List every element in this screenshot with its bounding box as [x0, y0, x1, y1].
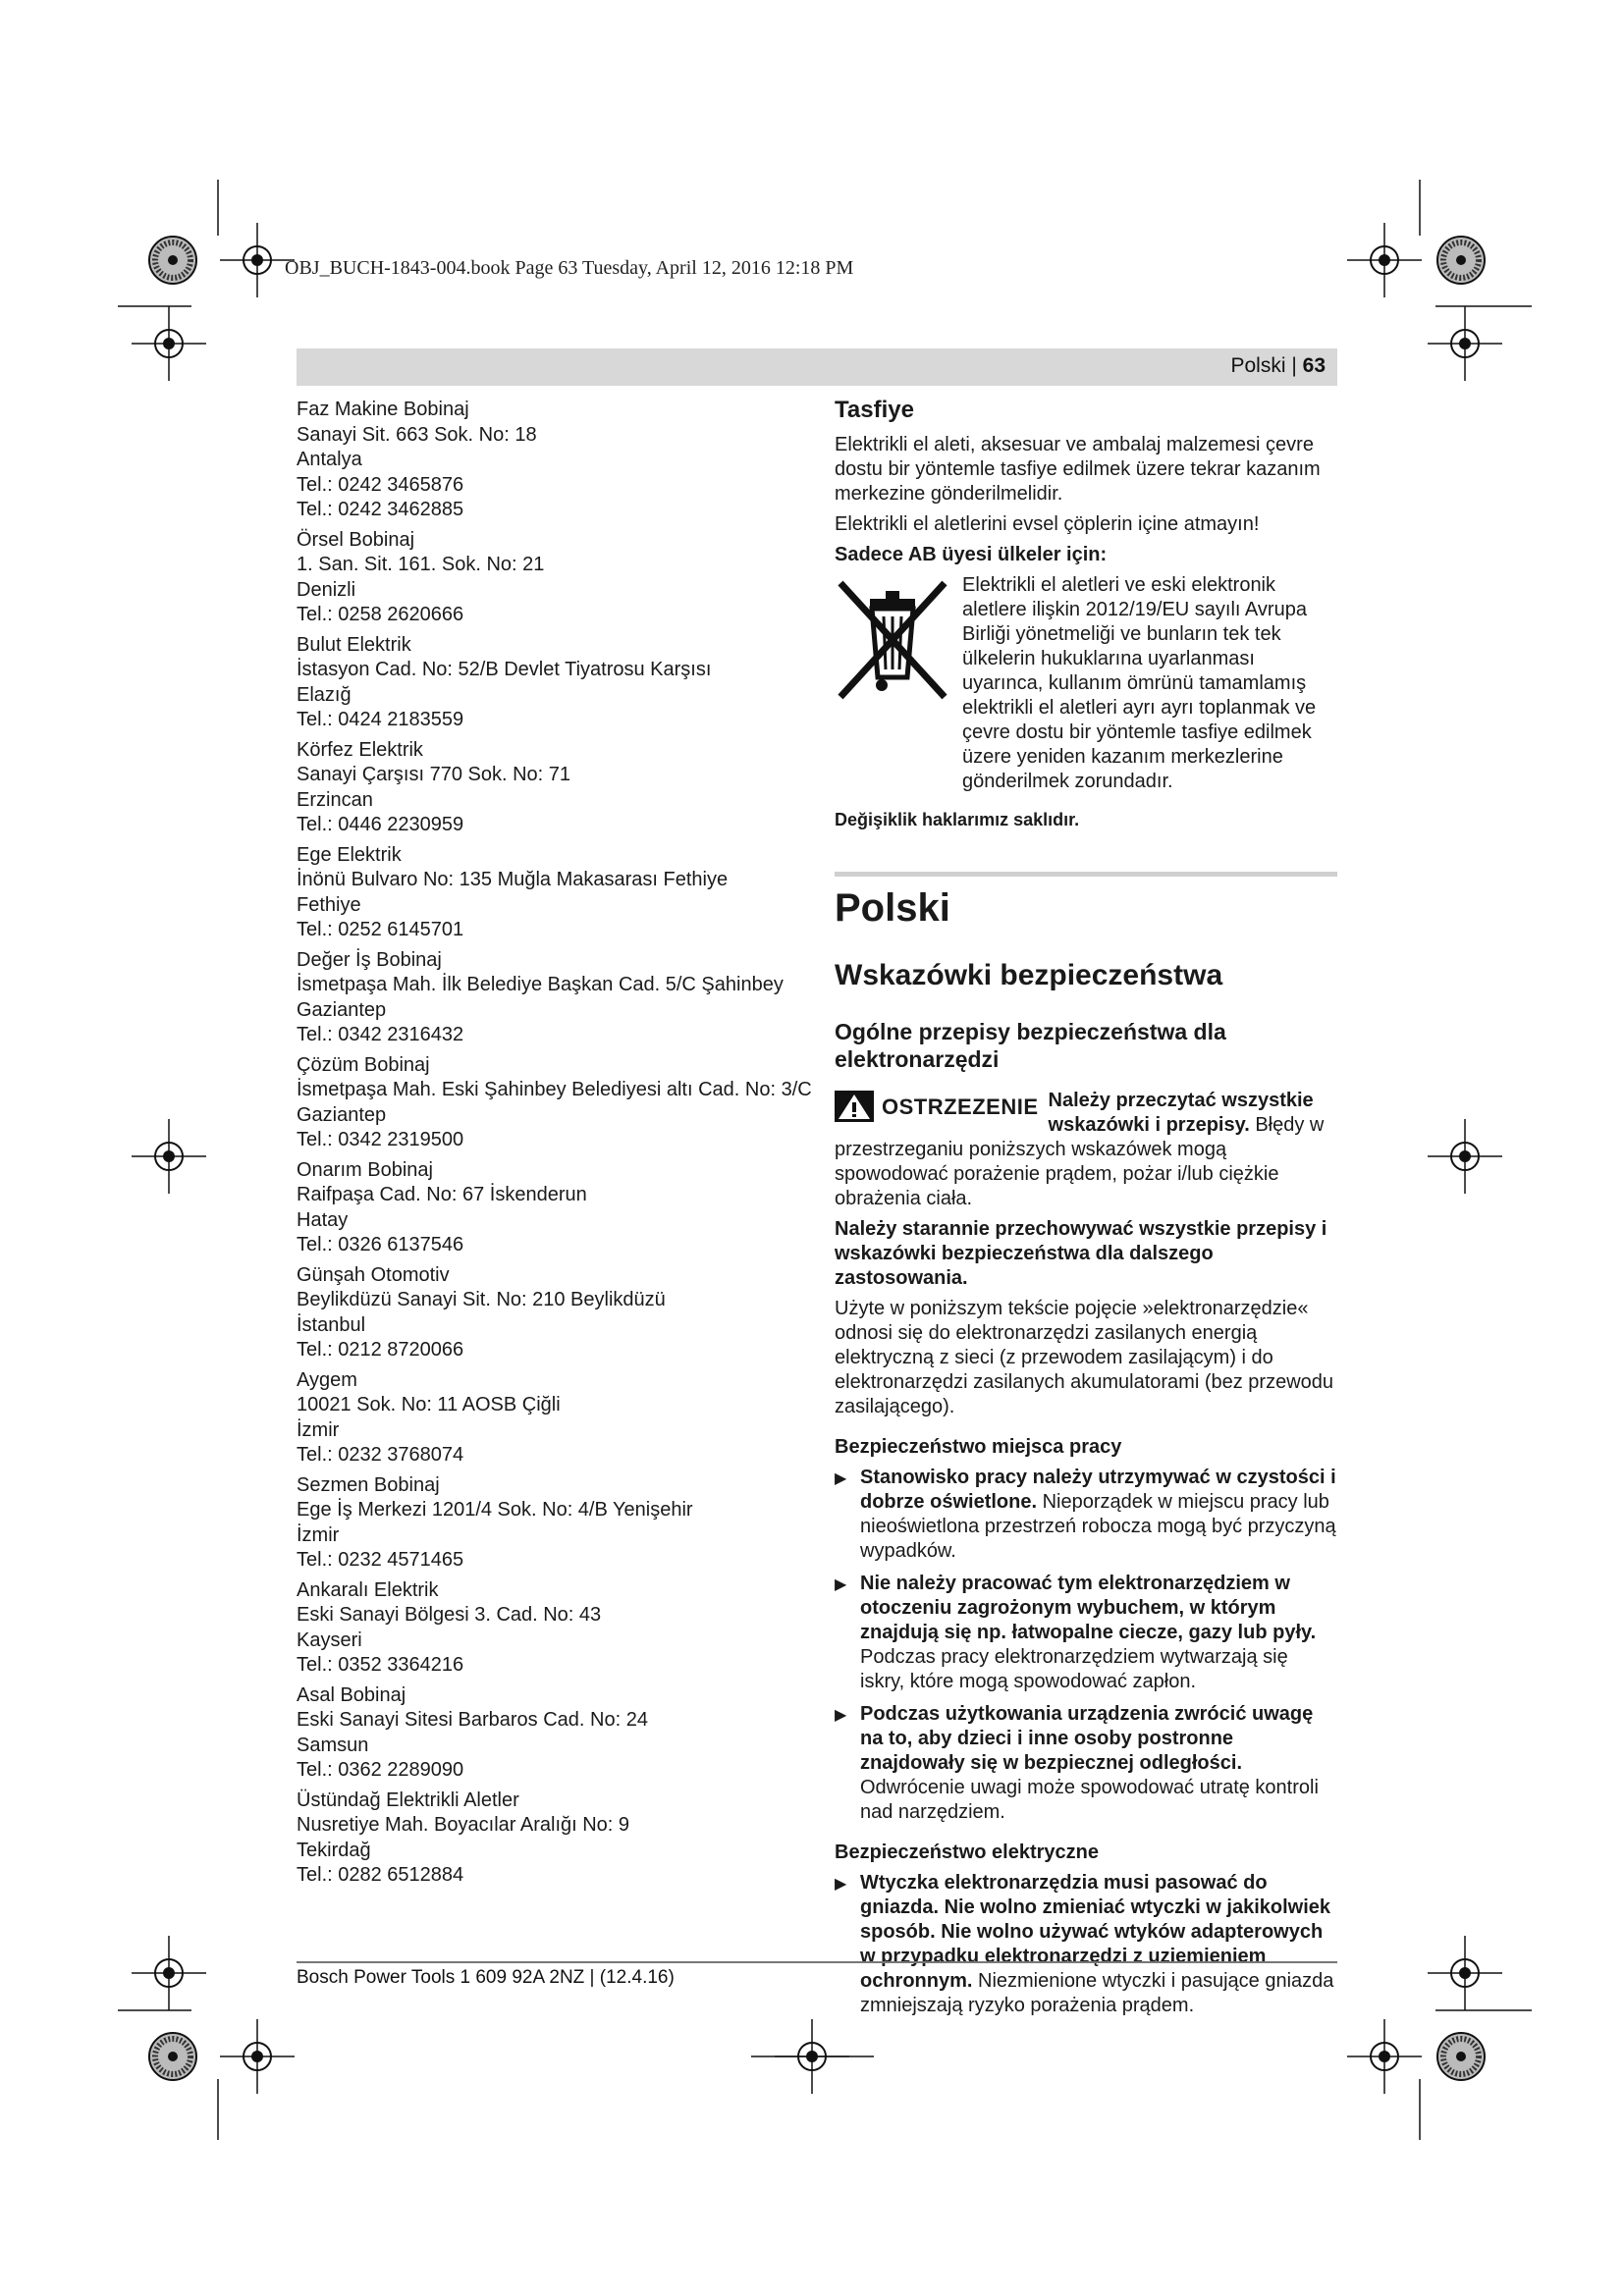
- warning-rest-text: Błędy w przestrzeganiu poniższych wskazówek mogą spowodować porażenie prądem, pożar i/lub ciężkie obrażenia ciała.: [835, 1114, 1325, 1209]
- header-separator: |: [1285, 354, 1303, 377]
- service-center-name: Değer İş Bobinaj: [297, 948, 442, 971]
- warning-paragraph: [835, 1089, 1337, 1211]
- service-center-phone: Tel.: 0326 6137546: [297, 1234, 464, 1255]
- general-safety-title: Ogólne przepisy bezpieczeństwa dla elektronarzędzi: [835, 1019, 1226, 1072]
- service-center-city: Fethiye: [297, 893, 361, 916]
- service-center-name: Ankaralı Elektrik: [297, 1578, 439, 1601]
- list-item-rest: Podczas pracy elektronarzędziem wytwarzają się iskry, które mogą spowodować zapłon.: [860, 1646, 1288, 1692]
- service-center-phone: Tel.: 0342 2319500: [297, 1129, 464, 1150]
- service-center-address: Sanayi Çarşısı 770 Sok. No: 71: [297, 764, 571, 785]
- service-center-address: Sanayi Sit. 663 Sok. No: 18: [297, 423, 537, 446]
- header-language: Polski: [1230, 354, 1286, 377]
- list-item-rest: Nieporządek w miejscu pracy lub nieoświetlona przestrzeń robocza mogą być przyczyną wypadków.: [860, 1491, 1336, 1562]
- list-item-rest: Odwrócenie uwagi może spowodować utratę kontroli nad narzędziem.: [860, 1777, 1319, 1823]
- list-item-bold: Wtyczka elektronarzędzia musi pasować do gniazda. Nie wolno zmieniać wtyczki w jakikolwiek sposób. Nie wolno używać wtyków adapterowych w przypadku elektronarzędzi z uziemieniem ochronnym.: [860, 1872, 1331, 1992]
- service-center-entry: [297, 1789, 807, 1889]
- service-center-entry: [297, 633, 807, 733]
- service-center-entry: [297, 1053, 812, 1153]
- service-center-city: Samsun: [297, 1734, 369, 1756]
- list-item-text: [860, 1702, 1337, 1825]
- list-item-text: [860, 1466, 1337, 1564]
- bullet-arrow-icon: ▶: [835, 1576, 847, 1593]
- service-center-entry: [297, 1473, 807, 1574]
- tasfiye-paragraph-2: Elektrikli el aletlerini evsel çöplerin içine atmayın!: [835, 513, 1260, 535]
- warning-bold-text: Należy przeczytać wszystkie wskazówki i przepisy.: [1048, 1090, 1314, 1136]
- list-item-bold: Nie należy pracować tym elektronarzędziem w otoczeniu zagrożonym wybuchem, w którym znajdują się np. łatwopalne ciecze, gazy lub pyły.: [860, 1573, 1317, 1643]
- electrical-safety-list: [835, 1871, 1337, 2018]
- top-right-marks: [1347, 180, 1532, 381]
- service-center-name: Bulut Elektrik: [297, 633, 411, 656]
- warning-badge: [835, 1091, 1039, 1122]
- service-center-city: Kayseri: [297, 1629, 362, 1651]
- service-center-entry: [297, 1683, 807, 1784]
- service-center-city: İzmir: [297, 1418, 340, 1441]
- list-item: [835, 1572, 1337, 1694]
- service-center-name: Aygem: [297, 1368, 357, 1391]
- warning-triangle-icon: [835, 1091, 874, 1122]
- service-center-city: Tekirdağ: [297, 1839, 371, 1861]
- service-center-phone: Tel.: 0212 8720066: [297, 1339, 464, 1361]
- service-center-address: Beylikdüzü Sanayi Sit. No: 210 Beylikdüzü: [297, 1289, 666, 1310]
- list-item: [835, 1702, 1337, 1825]
- service-center-name: Üstündağ Elektrikli Aletler: [297, 1789, 519, 1811]
- safety-section-title: Wskazówki bezpieczeństwa: [835, 959, 1223, 991]
- service-center-address: İsmetpaşa Mah. Eski Şahinbey Belediyesi altı Cad. No: 3/C: [297, 1079, 812, 1100]
- service-center-name: Günşah Otomotiv: [297, 1263, 450, 1286]
- running-header: [297, 348, 1337, 386]
- list-item-bold: Podczas użytkowania urządzenia zwrócić uwagę na to, aby dzieci i inne osoby postronne znajdowały się w bezpiecznej odległości.: [860, 1703, 1314, 1774]
- service-center-phone: Tel.: 0258 2620666: [297, 604, 464, 625]
- language-title: Polski: [835, 886, 950, 930]
- service-center-address: Eski Sanayi Sitesi Barbaros Cad. No: 24: [297, 1709, 648, 1731]
- service-center-city: Gaziantep: [297, 998, 387, 1021]
- service-center-phone: Tel.: 0252 6145701: [297, 919, 464, 940]
- service-center-phone: Tel.: 0232 4571465: [297, 1549, 464, 1571]
- service-center-city: Antalya: [297, 449, 362, 470]
- service-center-city: Hatay: [297, 1208, 349, 1231]
- service-center-list: [297, 398, 812, 1894]
- service-center-name: Çözüm Bobinaj: [297, 1053, 430, 1076]
- service-center-address: İstasyon Cad. No: 52/B Devlet Tiyatrosu Karşısı: [297, 659, 712, 680]
- service-center-name: Örsel Bobinaj: [297, 528, 415, 551]
- bullet-arrow-icon: ▶: [835, 1876, 847, 1893]
- service-center-address: Raifpaşa Cad. No: 67 İskenderun: [297, 1184, 587, 1205]
- crossed-out-wheelie-bin-icon: [835, 577, 950, 703]
- service-center-name: Sezmen Bobinaj: [297, 1473, 440, 1496]
- bullet-arrow-icon: ▶: [835, 1707, 847, 1724]
- eu-heading: Sadece AB üyesi ülkeler için:: [835, 544, 1108, 565]
- service-center-phone: Tel.: 0242 3465876: [297, 473, 464, 496]
- service-center-phone: Tel.: 0362 2289090: [297, 1759, 464, 1781]
- list-item-rest: Niezmienione wtyczki i pasujące gniazda zmniejszają ryzyko porażenia prądem.: [860, 1970, 1334, 2016]
- service-center-entry: [297, 1158, 807, 1258]
- service-center-address: Ege İş Merkezi 1201/4 Sok. No: 4/B Yenişehir: [297, 1499, 693, 1521]
- bottom-left-marks: [118, 1936, 295, 2140]
- service-center-entry: [297, 738, 807, 838]
- service-center-city: Denizli: [297, 578, 356, 601]
- list-item-text: [860, 1871, 1337, 2018]
- tasfiye-paragraph-1: Elektrikli el aleti, aksesuar ve ambalaj malzemesi çevre dostu bir yöntemle tasfiye edilmek üzere tekrar kazanım merkezine gönderilmelidir.: [835, 434, 1321, 505]
- service-center-phone: Tel.: 0282 6512884: [297, 1864, 464, 1886]
- service-center-address: İnönü Bulvaro No: 135 Muğla Makasarası Fethiye: [297, 869, 729, 890]
- page-footer: Bosch Power Tools 1 609 92A 2NZ | (12.4.16): [297, 1967, 675, 1988]
- print-slug: OBJ_BUCH-1843-004.book Page 63 Tuesday, April 12, 2016 12:18 PM: [285, 257, 854, 279]
- service-center-name: Onarım Bobinaj: [297, 1158, 433, 1181]
- tasfiye-heading: Tasfiye: [835, 397, 914, 423]
- bottom-right-marks: [1347, 1936, 1532, 2140]
- warning-label: OSTRZEZENIE: [882, 1094, 1039, 1119]
- service-center-entry: [297, 528, 807, 628]
- right-column: [835, 396, 1337, 2026]
- workplace-safety-heading: Bezpieczeństwo miejsca pracy: [835, 1436, 1122, 1458]
- section-divider: [835, 872, 1337, 877]
- electrical-safety-heading: Bezpieczeństwo elektryczne: [835, 1842, 1099, 1863]
- service-center-entry: [297, 398, 807, 523]
- service-center-entry: [297, 948, 807, 1048]
- page-header-label: [1230, 354, 1326, 378]
- service-center-city: Erzincan: [297, 788, 373, 811]
- bullet-arrow-icon: ▶: [835, 1470, 847, 1487]
- rights-reserved: Değişiklik haklarımız saklıdır.: [835, 810, 1080, 829]
- top-left-marks: [118, 180, 295, 381]
- service-center-entry: [297, 1263, 807, 1363]
- service-center-name: Körfez Elektrik: [297, 738, 423, 761]
- service-center-phone: Tel.: 0424 2183559: [297, 709, 464, 730]
- service-center-name: Asal Bobinaj: [297, 1683, 406, 1706]
- service-center-city: İstanbul: [297, 1313, 366, 1336]
- list-item-bold: Stanowisko pracy należy utrzymywać w czystości i dobrze oświetlone.: [860, 1467, 1336, 1513]
- service-center-name: Ege Elektrik: [297, 843, 402, 866]
- service-center-phone: Tel.: 0352 3364216: [297, 1654, 464, 1676]
- list-item: [835, 1871, 1337, 2018]
- service-center-address: 10021 Sok. No: 11 AOSB Çiğli: [297, 1394, 561, 1415]
- weee-block: [835, 573, 1337, 794]
- service-center-phone: Tel.: 0446 2230959: [297, 814, 464, 835]
- service-center-phone: Tel.: 0232 3768074: [297, 1444, 464, 1466]
- service-center-phone: Tel.: 0242 3462885: [297, 499, 464, 520]
- list-item: [835, 1466, 1337, 1564]
- service-center-entry: [297, 1368, 807, 1468]
- footer-divider: [297, 1961, 1337, 1963]
- service-center-city: Elazığ: [297, 683, 352, 706]
- keep-instructions: Należy starannie przechowywać wszystkie przepisy i wskazówki bezpieczeństwa dla dalszego zastosowania.: [835, 1218, 1327, 1289]
- service-center-entry: [297, 1578, 807, 1679]
- service-center-address: İsmetpaşa Mah. İlk Belediye Başkan Cad. 5/C Şahinbey: [297, 974, 784, 995]
- service-center-name: Faz Makine Bobinaj: [297, 399, 469, 420]
- service-center-entry: [297, 843, 807, 943]
- service-center-address: 1. San. Sit. 161. Sok. No: 21: [297, 554, 545, 575]
- service-center-city: İzmir: [297, 1523, 340, 1546]
- workplace-safety-list: [835, 1466, 1337, 1825]
- service-center-address: Nusretiye Mah. Boyacılar Aralığı No: 9: [297, 1814, 630, 1836]
- term-definition: Użyte w poniższym tekście pojęcie »elektronarzędzie« odnosi się do elektronarzędzi zasilanych energią elektryczną z sieci (z przewodem zasilającym) i do elektronarzędzi zasilanych akumulatorami (bez przewodu zasilającego).: [835, 1298, 1334, 1417]
- list-item-text: [860, 1572, 1337, 1694]
- service-center-address: Eski Sanayi Bölgesi 3. Cad. No: 43: [297, 1604, 602, 1626]
- service-center-city: Gaziantep: [297, 1103, 387, 1126]
- eu-text: Elektrikli el aletleri ve eski elektronik aletlere ilişkin 2012/19/EU sayılı Avrupa Birliği yönetmeliği ve bunların tek tek ülkelerin hukuklarına uyarlanması uyarınca, kullanım ömrünü tamamlamış elektrikli el aletleri ayrı ayrı toplanmak ve çevre dostu bir yöntemle tasfiye edilmek üzere yeniden kazanım merkezlerine gönderilmek zorundadır.: [962, 574, 1317, 792]
- bottom-center-mark: [751, 2019, 874, 2094]
- page-number: 63: [1302, 354, 1326, 377]
- service-center-phone: Tel.: 0342 2316432: [297, 1024, 464, 1045]
